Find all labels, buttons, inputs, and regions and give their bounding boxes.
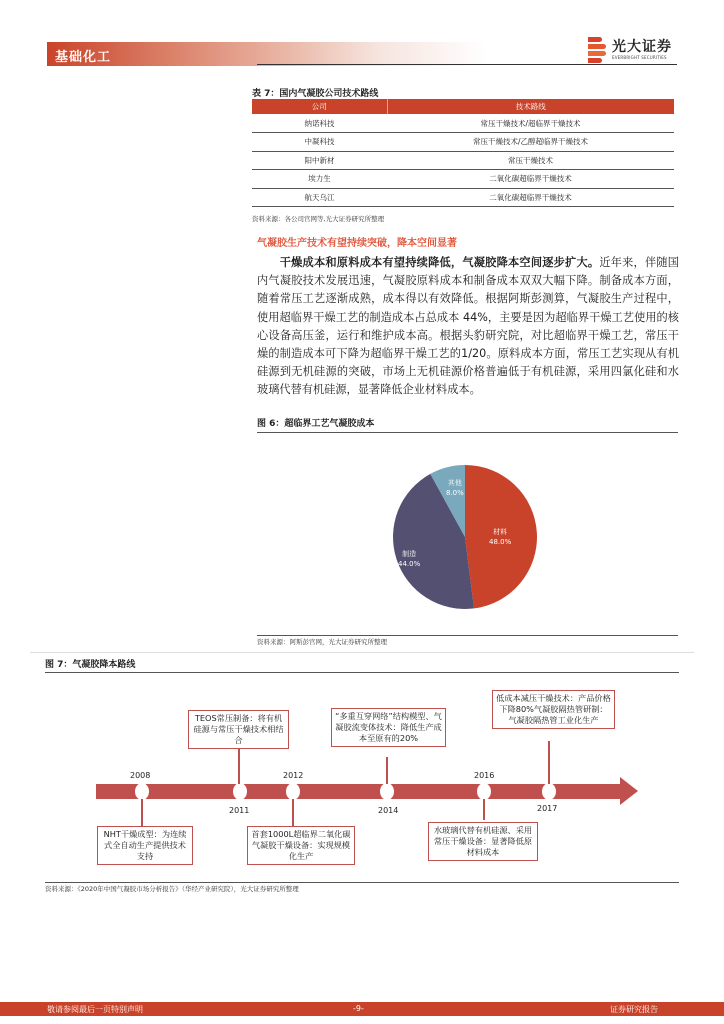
- timeline-node-2011: [233, 783, 247, 800]
- page-footer: [0, 1002, 724, 1016]
- timeline-node-2014: [380, 783, 394, 800]
- connector-2011: [238, 746, 240, 784]
- event-box-2016: 水玻璃代替有机硅源、采用常压干燥设备：显著降低原材料成本: [428, 822, 538, 861]
- figure6-top-rule: [257, 432, 678, 433]
- company-cell: 纳诺科技: [252, 114, 387, 133]
- figure6-source: 资料来源：阿斯彭官网，光大证券研究所整理: [257, 638, 387, 646]
- table-row: [252, 188, 674, 207]
- timeline-node-2008: [135, 783, 149, 800]
- footer-disclaimer: 敬请参阅最后一页特别声明: [47, 1005, 143, 1014]
- table-row: [252, 151, 674, 170]
- tech-cell: 二氧化碳超临界干燥技术: [387, 170, 674, 189]
- body-text: 近年来，伴随国内气凝胶技术发展迅速，气凝胶原料成本和制备成本双双大幅下降。制备成本方面，随着常压工艺逐渐成熟，成本得以有效降低。根据阿斯彭测算，气凝胶生产过程中，使用超临界干燥工艺的制造成本占总成本 44%，主要是因为超临界干燥工艺使用的核心设备高压釜，运行和维护成本高。根据头豹研究院，对比超临界干燥工艺，常压干燥的制造成本可下降为超临界干燥工艺的1/20。原料成本方面，常压工艺实现从有机硅源到无机硅源的突破，市场上无机硅源价格普遍低于有机硅源，采用四氯化硅和水玻璃代替有机硅源，显著降低企业材料成本。: [257, 256, 679, 397]
- tech-cell: 常压干燥技术: [387, 151, 674, 170]
- footer-report-type: 证券研究报告: [610, 1005, 658, 1014]
- section-banner: [47, 42, 487, 66]
- figure7-source: 资料来源：《2020年中国气凝胶市场分析报告》（华经产业研究院），光大证券研究所整理: [45, 885, 299, 893]
- connector-2012: [292, 799, 294, 826]
- company-logo: [588, 37, 672, 63]
- timeline-node-2016: [477, 783, 491, 800]
- event-box-2011: TEOS常压制备：将有机硅源与常压干燥技术相结合: [188, 710, 289, 749]
- figure6-caption: 图 6：超临界工艺气凝胶成本: [257, 419, 375, 429]
- tech-cell: 常压干燥技术/乙醇超临界干燥技术: [387, 133, 674, 152]
- pie-label-other: 其他 8.0%: [446, 479, 464, 497]
- page-number: -9-: [353, 1004, 364, 1013]
- logo-name-en: EVERBRIGHT SECURITIES: [612, 55, 667, 60]
- lead-sentence: 干燥成本和原料成本有望持续降低，气凝胶降本空间逐步扩大。: [279, 256, 600, 269]
- section-title: 基础化工: [55, 50, 112, 65]
- year-label: 2016: [474, 771, 495, 780]
- timeline-arrow-icon: [620, 777, 638, 805]
- event-box-2017: 低成本减压干燥技术：产品价格下降80%气凝胶隔热管研制：气凝胶隔热管工业化生产: [492, 690, 615, 729]
- timeline-node-2012: [286, 783, 300, 800]
- company-cell: 埃力生: [252, 170, 387, 189]
- tech-cell: 常压干燥技术/超临界干燥技术: [387, 114, 674, 133]
- figure7-caption: 图 7：气凝胶降本路线: [45, 660, 136, 670]
- company-cell: 阳中新材: [252, 151, 387, 170]
- company-tech-table: [252, 99, 674, 207]
- column-header: 公司: [252, 99, 387, 114]
- cost-pie-chart: [393, 465, 537, 610]
- figure7-bottom-rule: [45, 882, 679, 883]
- figure6-bottom-rule: [257, 635, 678, 636]
- section-divider: [30, 652, 694, 653]
- column-header: 技术路线: [387, 99, 674, 114]
- year-label: 2017: [537, 804, 558, 813]
- table-source: 资料来源：各公司官网等,光大证券研究所整理: [252, 215, 385, 223]
- section-subheading: 气凝胶生产技术有望持续突破，降本空间显著: [257, 238, 457, 249]
- tech-cell: 二氧化碳超临界干燥技术: [387, 188, 674, 207]
- connector-2016: [483, 799, 485, 820]
- year-label: 2012: [283, 771, 304, 780]
- pie-label-material: 材料 48.0%: [489, 528, 512, 546]
- logo-name-cn: 光大证券: [612, 39, 672, 55]
- table-header-row: [252, 99, 674, 114]
- table-row: [252, 133, 674, 152]
- pie-label-manufacturing: 制造 44.0%: [398, 550, 421, 568]
- table-row: [252, 170, 674, 189]
- header-divider: [257, 64, 677, 65]
- event-box-2014: “多重互穿网络”结构模型、气凝胶流变体技术：降低生产成本至原有的20%: [331, 708, 446, 747]
- timeline-node-2017: [542, 783, 556, 800]
- year-label: 2014: [378, 806, 399, 815]
- year-label: 2008: [130, 771, 151, 780]
- table-caption: 表 7：国内气凝胶公司技术路线: [252, 89, 379, 99]
- connector-2014: [386, 757, 388, 784]
- body-paragraph: [257, 254, 679, 400]
- connector-2008: [141, 799, 143, 826]
- company-cell: 航天乌江: [252, 188, 387, 207]
- event-box-2012: 首套1000L超临界二氧化碳气凝胶干燥设备：实现规模化生产: [247, 826, 355, 865]
- event-box-2008: NHT干燥成型：为连续式全自动生产提供技术支持: [97, 826, 193, 865]
- table-row: [252, 114, 674, 133]
- company-cell: 中凝科技: [252, 133, 387, 152]
- figure7-top-rule: [45, 672, 679, 673]
- year-label: 2011: [229, 806, 250, 815]
- connector-2017: [548, 741, 550, 784]
- logo-icon: [588, 37, 606, 63]
